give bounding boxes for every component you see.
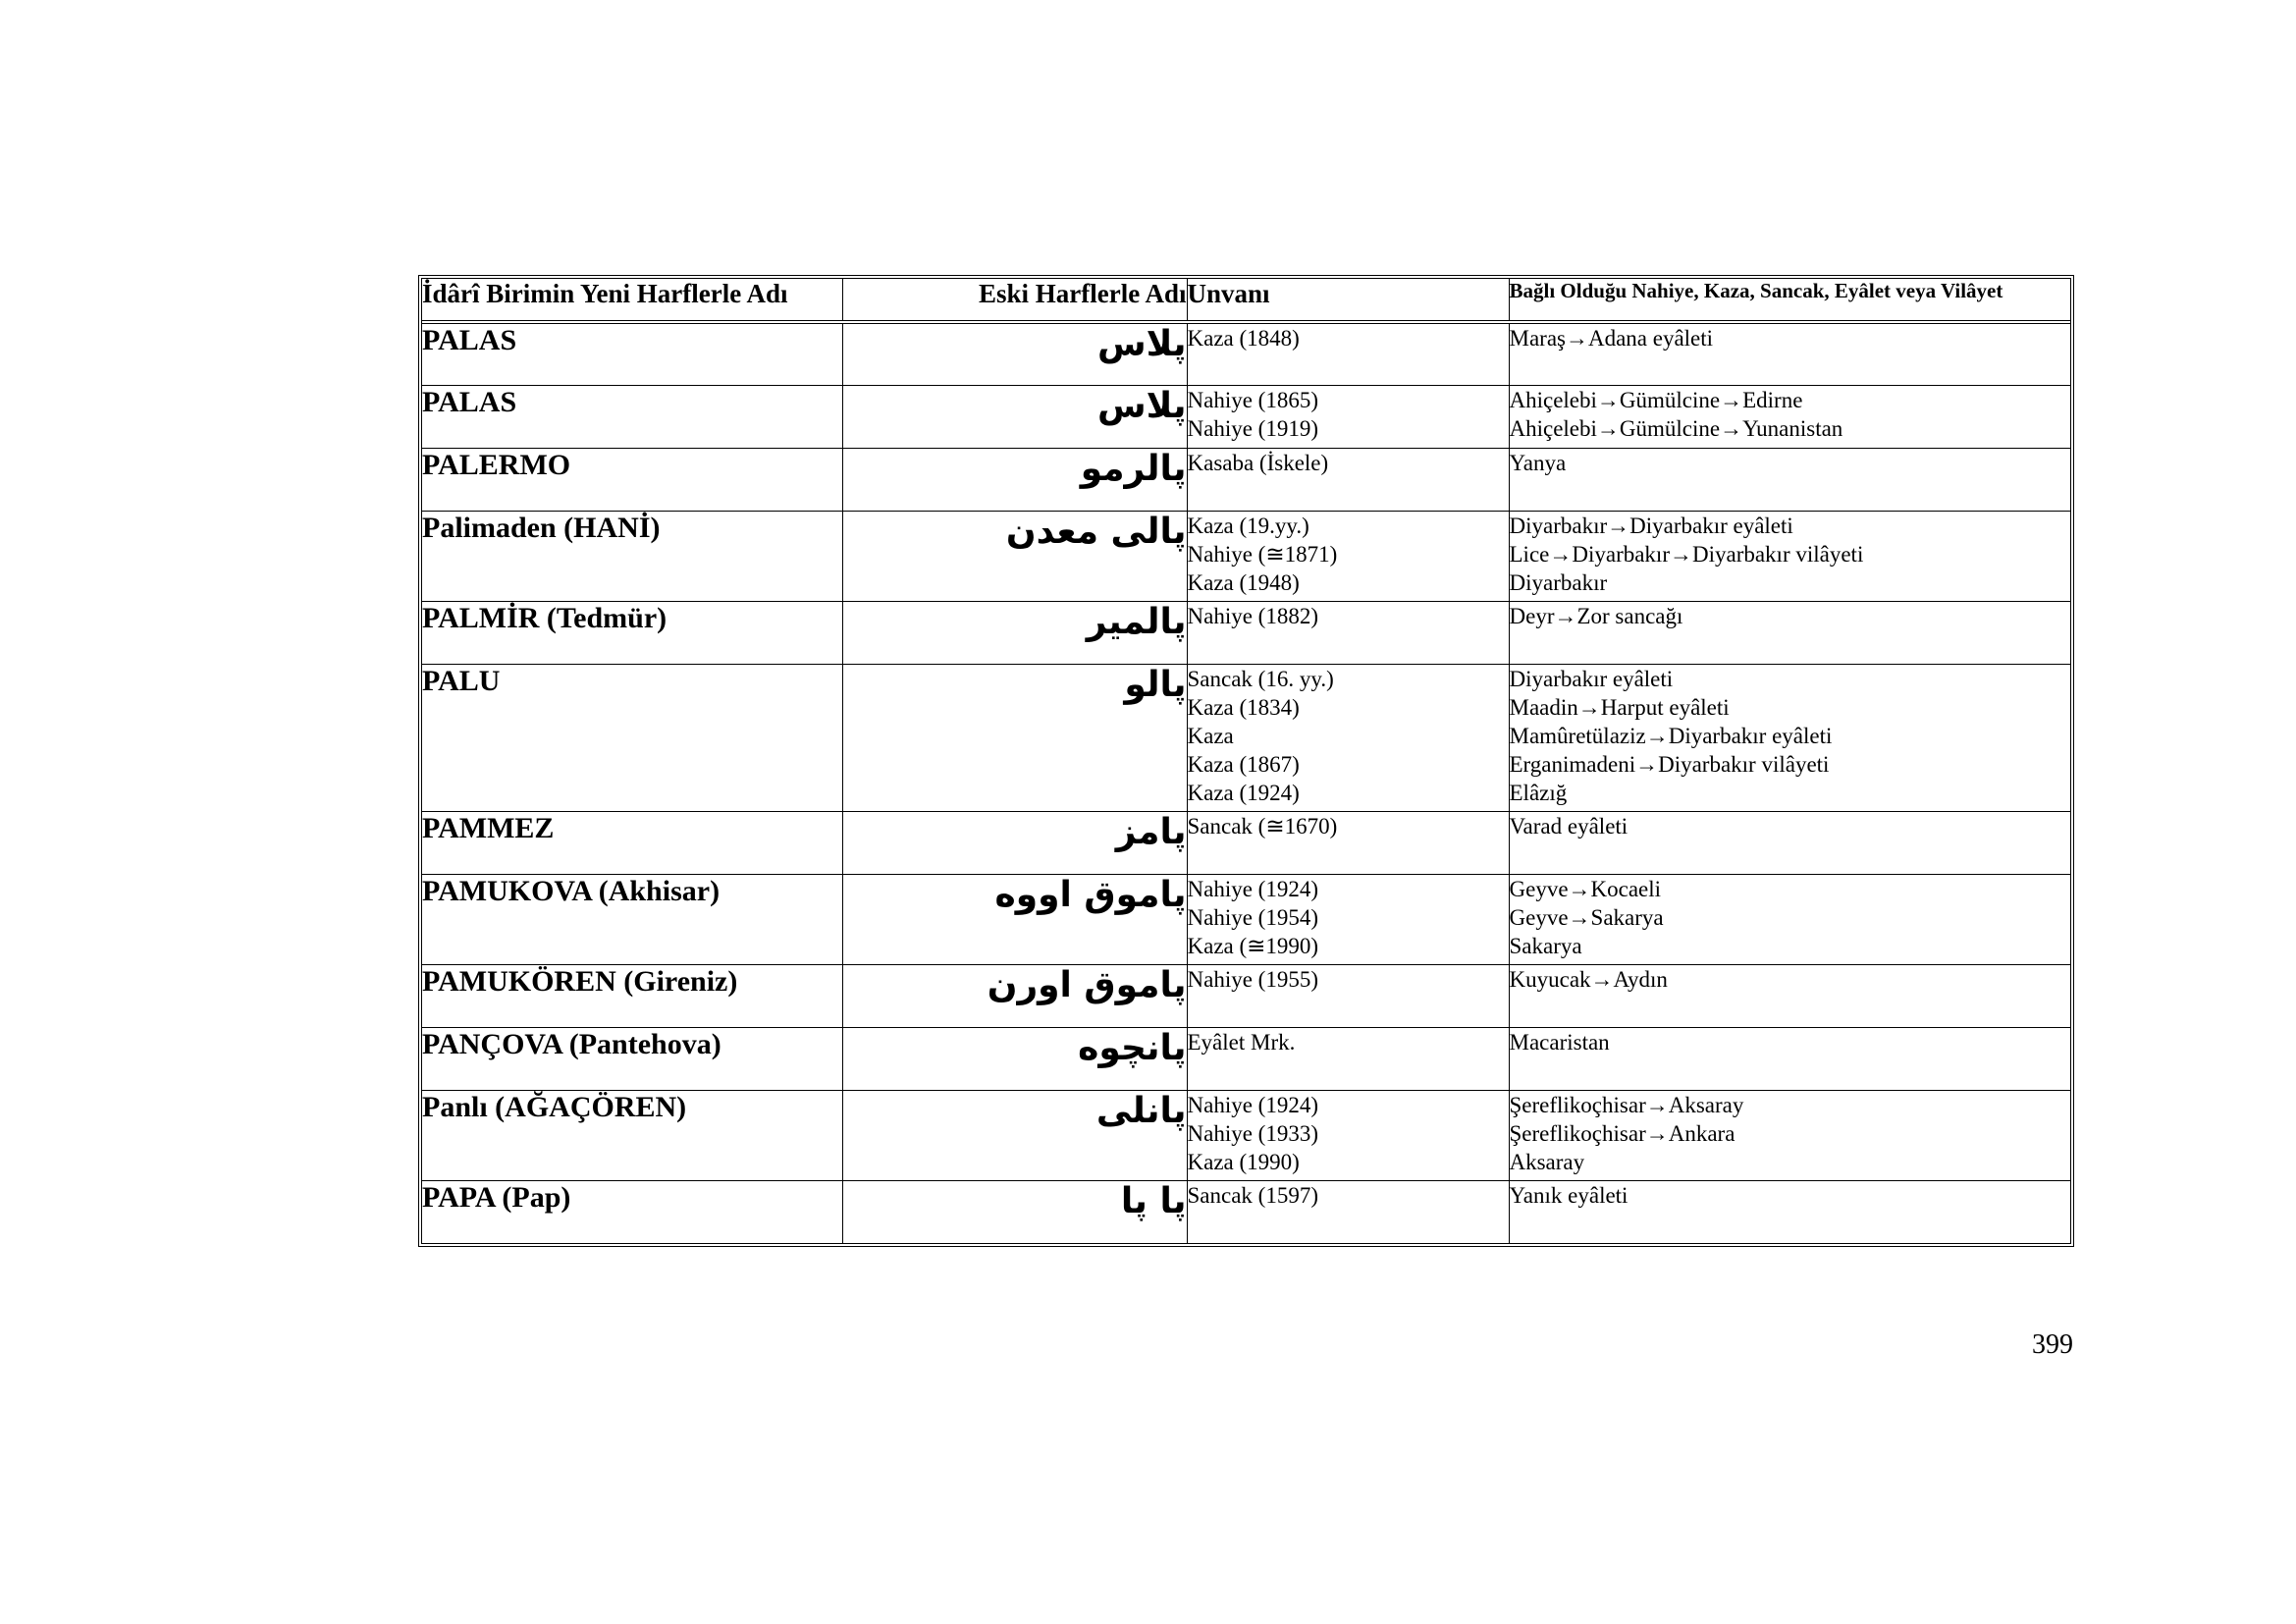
- parent-unit-cell: [1509, 1090, 2070, 1180]
- parent-unit-line: Şereflikoçhisar→Ankara: [1509, 1120, 1735, 1146]
- page-number: 399: [2032, 1329, 2073, 1360]
- parent-unit-line: Elâzığ: [1509, 780, 1568, 805]
- title-line: Eyâlet Mrk.: [1187, 1029, 1296, 1055]
- parent-unit-line: Erganimadeni→Diyarbakır vilâyeti: [1509, 751, 1830, 777]
- title-cell: [1187, 811, 1509, 874]
- table-row: [422, 385, 2070, 448]
- table-row: [422, 322, 2070, 385]
- old-script-name-cell: پالمير: [842, 601, 1187, 664]
- parent-unit-line: Maadin→Harput eyâleti: [1509, 694, 1730, 720]
- unit-name-cell: PANÇOVA (Pantehova): [422, 1027, 842, 1090]
- table-row: [422, 1027, 2070, 1090]
- column-header-name: İdârî Birimin Yeni Harflerle Adı: [422, 279, 842, 322]
- title-line: Nahiye (1919): [1187, 415, 1318, 441]
- parent-unit-line: Yanık eyâleti: [1509, 1182, 1629, 1208]
- title-line: Sancak (16. yy.): [1187, 666, 1334, 691]
- table-body: [422, 322, 2070, 1243]
- old-script-name-cell: پاموق اورن: [842, 964, 1187, 1027]
- title-line: Kaza (1990): [1187, 1149, 1300, 1174]
- title-line: Kaza (1834): [1187, 694, 1300, 720]
- unit-name-cell: Palimaden (HANİ): [422, 511, 842, 601]
- title-cell: [1187, 385, 1509, 448]
- parent-unit-cell: [1509, 1027, 2070, 1090]
- parent-unit-line: Maraş→Adana eyâleti: [1509, 326, 1714, 351]
- parent-unit-line: Macaristan: [1509, 1029, 1610, 1055]
- unit-name-cell: PALMİR (Tedmür): [422, 601, 842, 664]
- title-line: Kaza (1848): [1187, 326, 1300, 351]
- parent-unit-cell: [1509, 601, 2070, 664]
- unit-name-cell: PALAS: [422, 322, 842, 385]
- title-cell: [1187, 1180, 1509, 1243]
- parent-unit-cell: [1509, 448, 2070, 511]
- parent-unit-line: Diyarbakır: [1509, 569, 1608, 595]
- parent-unit-line: Varad eyâleti: [1509, 813, 1629, 839]
- parent-unit-line: Yanya: [1509, 450, 1567, 475]
- gazetteer-table: [422, 279, 2070, 1243]
- old-script-name-cell: پلاس: [842, 322, 1187, 385]
- parent-unit-line: Mamûretülaziz→Diyarbakır eyâleti: [1509, 723, 1833, 748]
- parent-unit-cell: [1509, 322, 2070, 385]
- old-script-name-cell: پالو: [842, 664, 1187, 811]
- parent-unit-line: Ahiçelebi→Gümülcine→Edirne: [1509, 387, 1803, 412]
- old-script-name-cell: پلاس: [842, 385, 1187, 448]
- table-row: [422, 964, 2070, 1027]
- title-line: Nahiye (1954): [1187, 904, 1318, 930]
- title-line: Nahiye (1924): [1187, 1092, 1318, 1117]
- unit-name-cell: Panlı (AĞAÇÖREN): [422, 1090, 842, 1180]
- old-script-name-cell: پالى معدن: [842, 511, 1187, 601]
- title-line: Nahiye (1865): [1187, 387, 1318, 412]
- parent-unit-line: Sakarya: [1509, 933, 1582, 958]
- unit-name-cell: PAMMEZ: [422, 811, 842, 874]
- old-script-name-cell: پانچوه: [842, 1027, 1187, 1090]
- title-line: Kaza (1924): [1187, 780, 1300, 805]
- parent-unit-line: Ahiçelebi→Gümülcine→Yunanistan: [1509, 415, 1843, 441]
- parent-unit-line: Şereflikoçhisar→Aksaray: [1509, 1092, 1744, 1117]
- title-line: Kaza (1867): [1187, 751, 1300, 777]
- title-line: Nahiye (1955): [1187, 966, 1318, 992]
- parent-unit-line: Deyr→Zor sancağı: [1509, 603, 1683, 628]
- old-script-name-cell: پانلى: [842, 1090, 1187, 1180]
- unit-name-cell: PAMUKOVA (Akhisar): [422, 874, 842, 964]
- unit-name-cell: PALU: [422, 664, 842, 811]
- parent-unit-cell: [1509, 385, 2070, 448]
- parent-unit-line: Diyarbakır eyâleti: [1509, 666, 1674, 691]
- parent-unit-cell: [1509, 811, 2070, 874]
- title-line: Sancak (≅1670): [1187, 813, 1338, 839]
- unit-name-cell: PALAS: [422, 385, 842, 448]
- old-script-name-cell: پامز: [842, 811, 1187, 874]
- title-line: Kasaba (İskele): [1187, 450, 1329, 475]
- title-line: Kaza (19.yy.): [1187, 513, 1309, 538]
- title-cell: [1187, 664, 1509, 811]
- parent-unit-line: Lice→Diyarbakır→Diyarbakır vilâyeti: [1509, 541, 1864, 567]
- parent-unit-line: Aksaray: [1509, 1149, 1585, 1174]
- table-row: [422, 1090, 2070, 1180]
- title-line: Nahiye (1924): [1187, 876, 1318, 901]
- table-row: [422, 874, 2070, 964]
- parent-unit-line: Kuyucak→Aydın: [1509, 966, 1668, 992]
- table-header: [422, 279, 2070, 322]
- column-header-title: Unvanı: [1187, 279, 1509, 322]
- title-cell: [1187, 964, 1509, 1027]
- unit-name-cell: PALERMO: [422, 448, 842, 511]
- table-row: [422, 1180, 2070, 1243]
- parent-unit-line: Geyve→Sakarya: [1509, 904, 1664, 930]
- old-script-name-cell: پالرمو: [842, 448, 1187, 511]
- table-row: [422, 664, 2070, 811]
- title-cell: [1187, 448, 1509, 511]
- parent-unit-line: Geyve→Kocaeli: [1509, 876, 1662, 901]
- title-line: Nahiye (≅1871): [1187, 541, 1338, 567]
- column-header-old-script: Eski Harflerle Adı: [842, 279, 1187, 322]
- title-line: Kaza (1948): [1187, 569, 1300, 595]
- old-script-name-cell: پا پا: [842, 1180, 1187, 1243]
- old-script-name-cell: پاموق اووه: [842, 874, 1187, 964]
- gazetteer-table-frame: [418, 275, 2074, 1247]
- title-cell: [1187, 1027, 1509, 1090]
- parent-unit-cell: [1509, 664, 2070, 811]
- parent-unit-line: Diyarbakır→Diyarbakır eyâleti: [1509, 513, 1793, 538]
- title-cell: [1187, 1090, 1509, 1180]
- parent-unit-cell: [1509, 874, 2070, 964]
- column-header-parent: Bağlı Olduğu Nahiye, Kaza, Sancak, Eyâlet veya Vilâyet: [1509, 279, 2070, 322]
- title-line: Nahiye (1882): [1187, 603, 1318, 628]
- title-cell: [1187, 322, 1509, 385]
- title-cell: [1187, 511, 1509, 601]
- title-cell: [1187, 601, 1509, 664]
- header-row: [422, 279, 2070, 322]
- title-line: Sancak (1597): [1187, 1182, 1318, 1208]
- parent-unit-cell: [1509, 1180, 2070, 1243]
- title-line: Nahiye (1933): [1187, 1120, 1318, 1146]
- table-row: [422, 448, 2070, 511]
- unit-name-cell: PAMUKÖREN (Gireniz): [422, 964, 842, 1027]
- table-row: [422, 601, 2070, 664]
- title-cell: [1187, 874, 1509, 964]
- parent-unit-cell: [1509, 511, 2070, 601]
- parent-unit-cell: [1509, 964, 2070, 1027]
- table-row: [422, 811, 2070, 874]
- title-line: Kaza (≅1990): [1187, 933, 1319, 958]
- unit-name-cell: PAPA (Pap): [422, 1180, 842, 1243]
- table-row: [422, 511, 2070, 601]
- title-line: Kaza: [1187, 723, 1234, 748]
